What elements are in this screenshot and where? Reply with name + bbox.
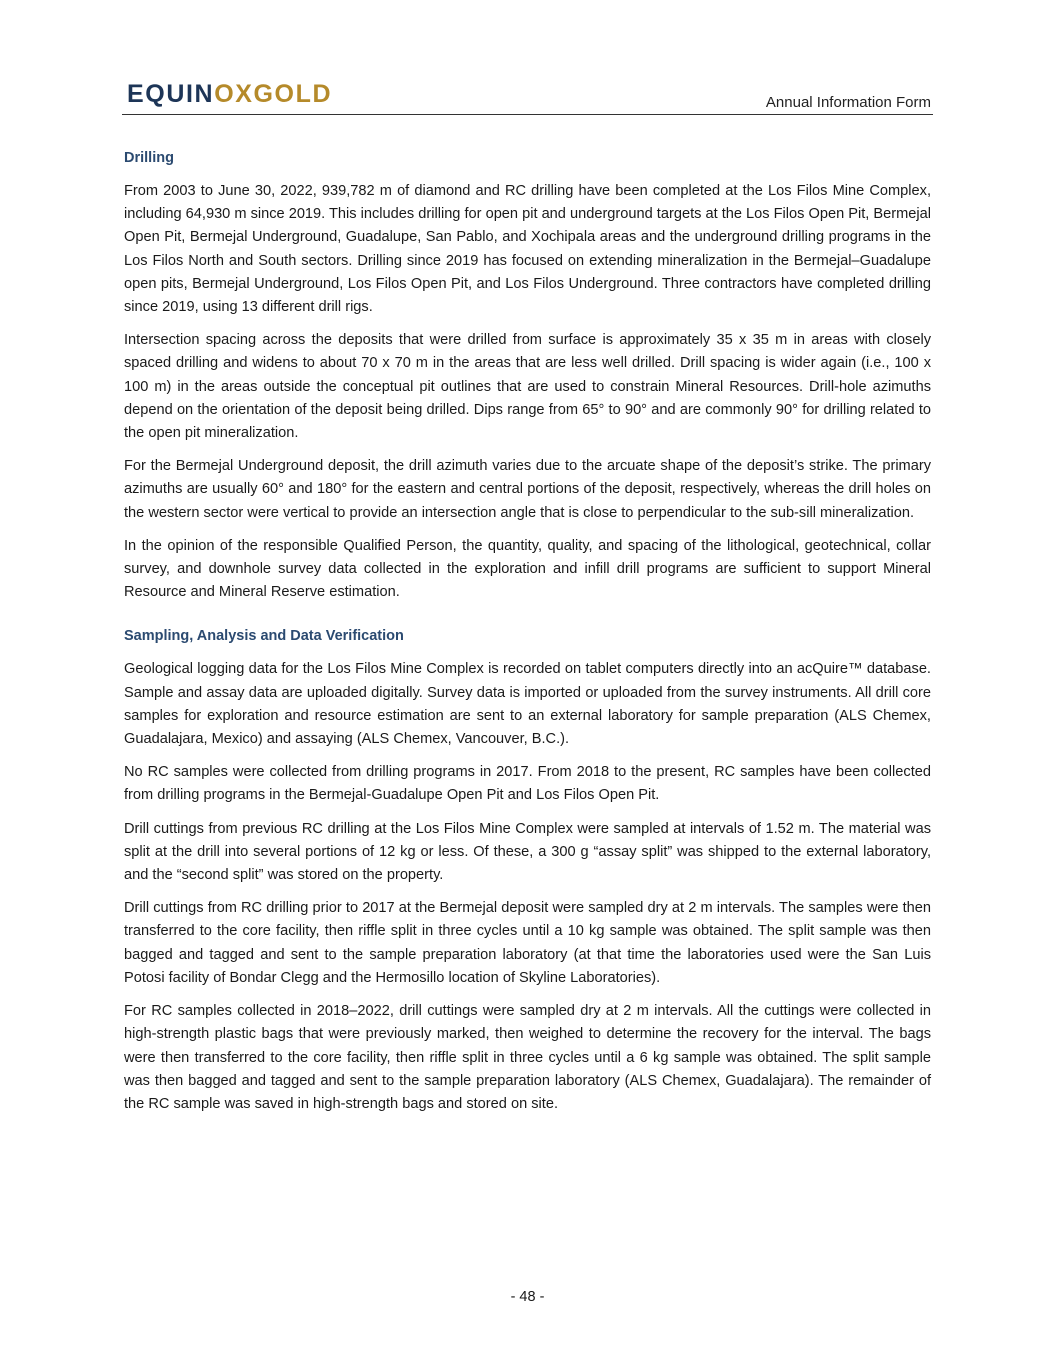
paragraph: For RC samples collected in 2018–2022, drill cuttings were sampled dry at 2 m intervals. All the cuttings were collected in high-strength plastic bags that were previously marked, then weighed to determine the recovery for the interval. The bags were then transferred to the core facility, then riffle split in three cycles until a 6 kg sample was obtained. The split sample was then bagged and tagged and sent to the sample preparation laboratory (ALS Chemex, Guadalajara). The remainder of the RC sample was saved in high-strength bags and stored on site. xyxy=(124,1003,931,1112)
section-heading-sampling: Sampling, Analysis and Data Verification xyxy=(124,628,404,645)
paragraph: From 2003 to June 30, 2022, 939,782 m of diamond and RC drilling have been completed at the Los Filos Mine Complex, including 64,930 m since 2019. This includes drilling for open pit and underground targets at the Los Filos Open Pit, Bermejal Open Pit, Bermejal Underground, Guadalupe, San Pablo, and Xochipala areas and the underground drilling programs in the Los Filos North and South sectors. Drilling since 2019 has focused on extending mineralization in the Bermejal–Guadalupe open pits, Bermejal Underground, Los Filos Open Pit, and Los Filos Underground. Three contractors have completed drilling since 2019, using 13 different drill rigs. xyxy=(124,183,931,316)
header-divider xyxy=(122,114,933,115)
paragraph: In the opinion of the responsible Qualified Person, the quantity, quality, and spacing of the lithological, geotechnical, collar survey, and downhole survey data collected in the exploration and infill drill programs are sufficient to support Mineral Resource and Mineral Reserve estimation. xyxy=(124,537,931,601)
company-logo xyxy=(127,80,332,108)
logo-text-ox: OX xyxy=(214,80,254,108)
page-number: - 48 - xyxy=(510,1289,545,1305)
document-type-label: Annual Information Form xyxy=(765,94,931,111)
section-heading-drilling: Drilling xyxy=(124,150,174,166)
paragraph: Drill cuttings from previous RC drilling at the Los Filos Mine Complex were sampled at intervals of 1.52 m. The material was split at the drill into several portions of 12 kg or less. Of these, a 300 g “assay split” was shipped to the external laboratory, and the “second split” was stored on the property. xyxy=(124,820,931,884)
page-content xyxy=(124,148,931,1126)
paragraph: Drill cuttings from RC drilling prior to 2017 at the Bermejal deposit were sampled dry at 2 m intervals. The samples were then transferred to the core facility, then riffle split in three cycles until a 10 kg sample was obtained. The split sample was then bagged and tagged and sent to the sample preparation laboratory (at that time the laboratories used were the San Luis Potosi facility of Bondar Clegg and the Hermosillo location of Skyline Laboratories). xyxy=(124,900,931,986)
paragraph: For the Bermejal Underground deposit, the drill azimuth varies due to the arcuate shape of the deposit’s strike. The primary azimuths are usually 60° and 180° for the eastern and central portions of the deposit, respectively, whereas the drill holes on the western sector were vertical to provide an intersection angle that is close to perpendicular to the sub-sill mineralization. xyxy=(124,458,931,521)
paragraph: No RC samples were collected from drilling programs in 2017. From 2018 to the present, RC samples have been collected from drilling programs in the Bermejal-Guadalupe Open Pit and Los Filos Open Pit. xyxy=(124,764,931,804)
paragraph: Intersection spacing across the deposits that were drilled from surface is approximately 35 x 35 m in areas with closely spaced drilling and widens to about 70 x 70 m in the areas that are less well drilled. Drill spacing is wider again (i.e., 100 x 100 m) in the areas outside the conceptual pit outlines that are used to constrain Mineral Resources. Drill-hole azimuths depend on the orientation of the deposit being drilled. Dips range from 65° to 90° and are commonly 90° for drilling related to the open pit mineralization. xyxy=(124,332,931,442)
logo-text-equin: EQUIN xyxy=(127,80,215,108)
logo-text-gold: GOLD xyxy=(253,80,333,108)
paragraph: Geological logging data for the Los Filos Mine Complex is recorded on tablet computers directly into an acQuire™ database. Sample and assay data are uploaded digitally. Survey data is imported or uploaded from the survey instruments. All drill core samples for exploration and resource estimation are sent to an external laboratory for sample preparation (ALS Chemex, Guadalajara, Mexico) and assaying (ALS Chemex, Vancouver, B.C.). xyxy=(124,661,931,748)
